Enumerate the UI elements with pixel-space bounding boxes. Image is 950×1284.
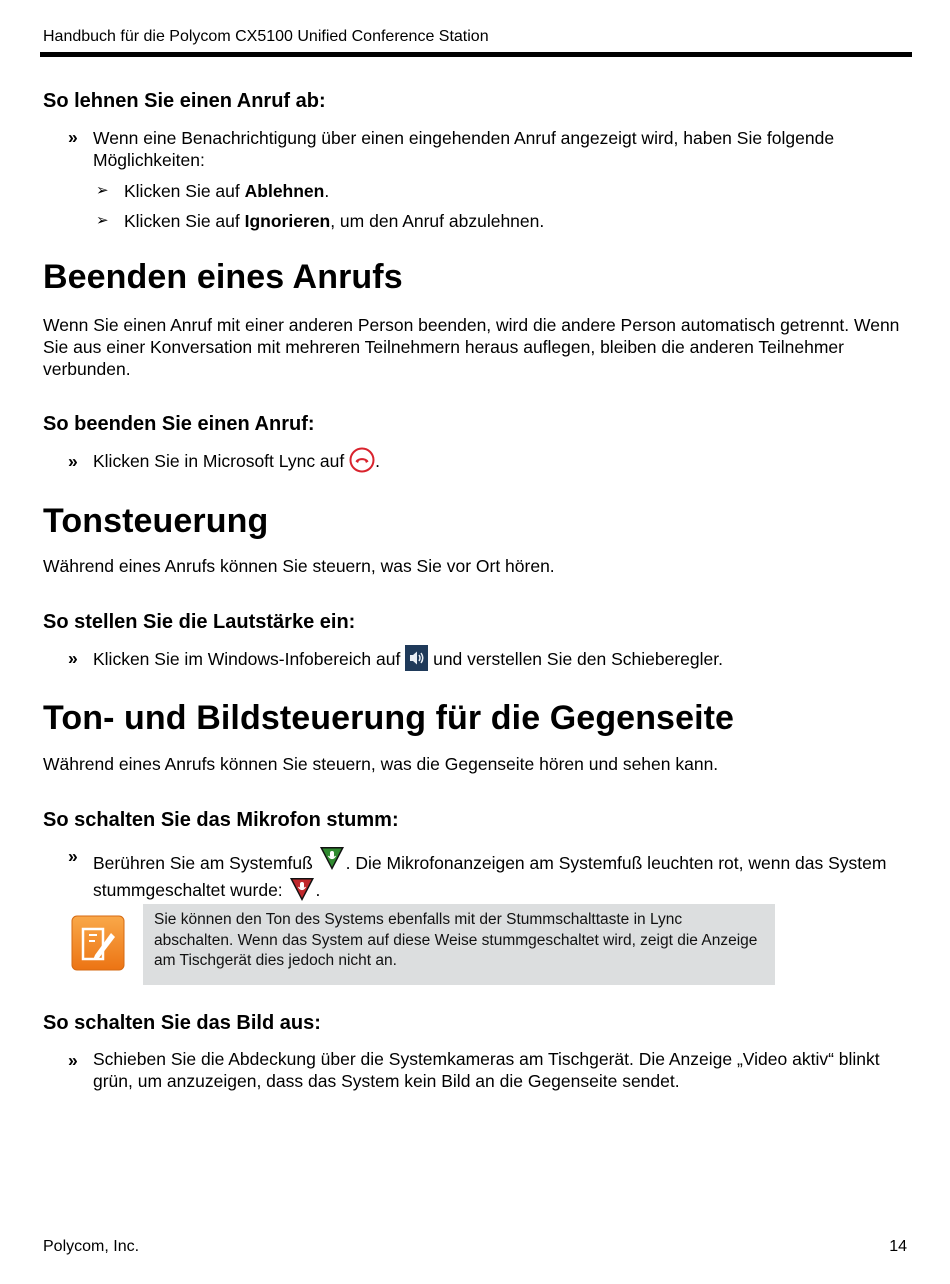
far-end-title: Ton- und Bildsteuerung für die Gegenseite [43, 699, 735, 737]
page-number: 14 [889, 1238, 907, 1255]
hang-up-icon [349, 447, 375, 478]
decline-option-ignore: Klicken Sie auf Ignorieren, um den Anruf abzulehnen. [124, 211, 545, 231]
mute-heading: So schalten Sie das Mikrofon stumm: [43, 809, 399, 831]
bullet-glyph: » [68, 451, 78, 471]
bullet-glyph: » [68, 127, 78, 147]
sub-bullet-glyph: ➢ [96, 212, 109, 229]
bullet-glyph: » [68, 1050, 78, 1070]
far-end-body: Während eines Anrufs können Sie steuern, was die Gegenseite hören und sehen kann. [43, 754, 719, 774]
sub-bullet-glyph: ➢ [96, 182, 109, 199]
footer-company: Polycom, Inc. [43, 1238, 140, 1255]
audio-body: Während eines Anrufs können Sie steuern, was Sie vor Ort hören. [43, 556, 555, 576]
bullet-glyph: » [68, 648, 78, 668]
mic-green-icon [318, 845, 346, 876]
page-header-title: Handbuch für die Polycom CX5100 Unified Conference Station [43, 28, 489, 45]
decline-bullet-text: Wenn eine Benachrichtigung über einen eingehenden Anruf angezeigt wird, haben Sie folgende Möglichkeiten: [93, 128, 835, 170]
decline-option-reject: Klicken Sie auf Ablehnen. [124, 181, 330, 201]
mute-bullet: Berühren Sie am Systemfuß . Die Mikrofonanzeigen am Systemfuß leuchten rot, wenn das System stummgeschaltet wurde: . [93, 845, 903, 907]
note-icon [71, 915, 125, 976]
end-call-heading: So beenden Sie einen Anruf: [43, 413, 315, 435]
bullet-glyph: » [68, 846, 78, 866]
header-divider [40, 52, 912, 57]
audio-title: Tonsteuerung [43, 502, 269, 540]
speaker-icon [405, 645, 428, 676]
end-call-title: Beenden eines Anrufs [43, 258, 403, 296]
mic-red-icon [288, 876, 316, 907]
note-text: Sie können den Ton des Systems ebenfalls mit der Stummschalttaste in Lync abschalten. Wenn das System auf diese Weise stummgeschaltet wird, zeigt die Anzeige am Tischgerät dies jedoch nicht an. [154, 911, 758, 969]
video-bullet: Schieben Sie die Abdeckung über die Systemkameras am Tischgerät. Die Anzeige „Video aktiv“ blinkt grün, um anzuzeigen, dass das System kein Bild an die Gegenseite sendet. [93, 1049, 880, 1091]
ignore-label: Ignorieren [244, 211, 331, 231]
end-call-body: Wenn Sie einen Anruf mit einer anderen Person beenden, wird die andere Person automatisch getrennt. Wenn Sie aus einer Konversation mit mehreren Teilnehmern heraus auflegen, bleiben die anderen Teilnehmer verbunden. [43, 315, 900, 379]
end-call-bullet: Klicken Sie in Microsoft Lync auf . [93, 447, 903, 478]
volume-bullet: Klicken Sie im Windows-Infobereich auf und verstellen Sie den Schieberegler. [93, 645, 903, 676]
volume-heading: So stellen Sie die Lautstärke ein: [43, 611, 356, 633]
decline-heading: So lehnen Sie einen Anruf ab: [43, 90, 326, 112]
video-heading: So schalten Sie das Bild aus: [43, 1012, 321, 1034]
reject-label: Ablehnen [244, 181, 325, 201]
